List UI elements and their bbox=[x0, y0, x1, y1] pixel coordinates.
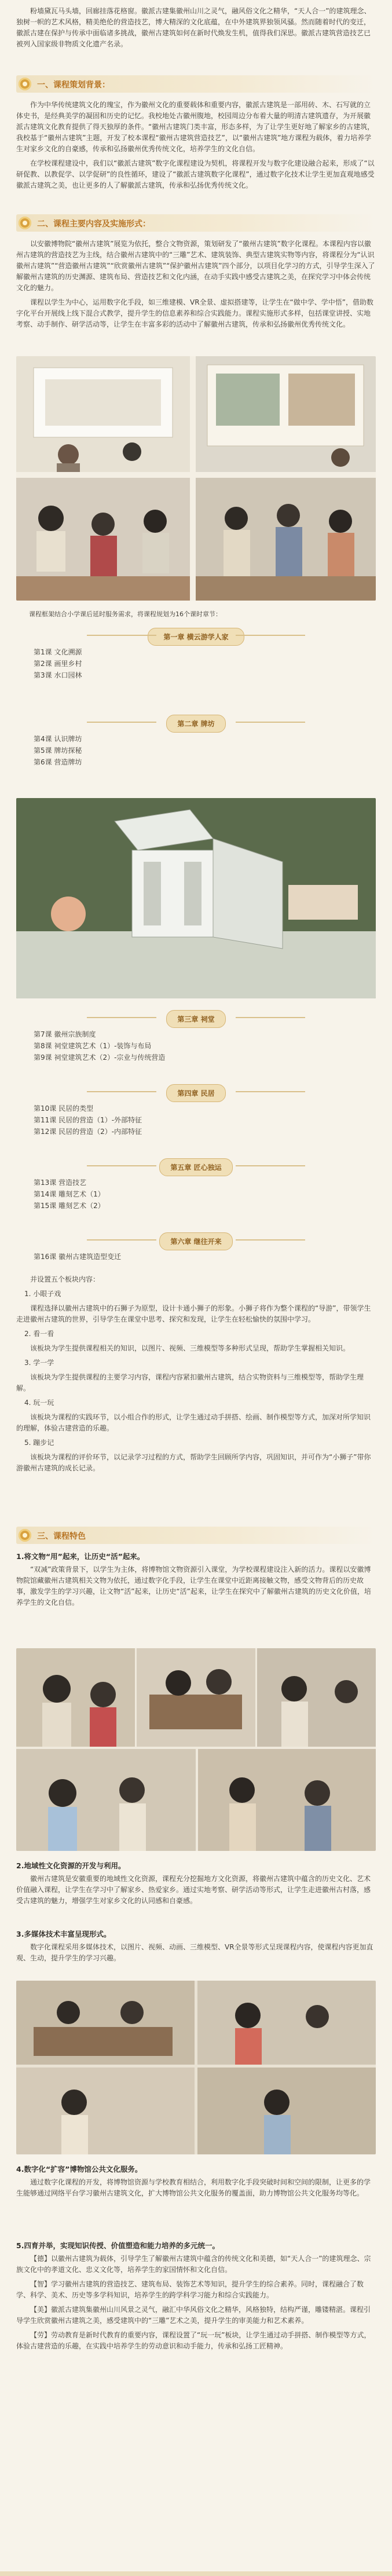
feature-head: 2.地域性文化资源的开发与利用。 bbox=[16, 1861, 126, 1870]
chapter-1-badge-row bbox=[0, 625, 392, 646]
lesson-item: 第13课 营造技艺 bbox=[34, 1179, 87, 1187]
section3-title: 三、课程特色 bbox=[37, 1532, 86, 1541]
feature-head: 3.多媒体技术丰富呈现形式。 bbox=[16, 1930, 111, 1938]
chapter-6 bbox=[0, 1230, 392, 1263]
lesson-item: 第8课 祠堂建筑艺术（1）-装饰与布局 bbox=[34, 1042, 152, 1050]
section2-paragraph-1: 以安徽博物院“徽州古建筑”展览为依托，整合文物资源，策划研发了“徽州古建筑”数字化课程。本课程内容以徽州古建筑的营造技艺为主线，结合徽州古建筑中的“三雕”艺术、建筑装饰、典型古建筑实物等内容，将课程分为“认识徽州古建筑”“营造徽州古建筑”“欣赏徽州古建筑”“保护徽州古建筑”四个部分，以项目化学习的方式，引导学生深入了解徽州古建筑的历史渊源、建筑布局、营造技艺和文化内涵，在动手实践中感受古建筑之美，在探究学习中体会传统文化的魅力。 bbox=[16, 240, 375, 292]
lesson-item: 第16课 徽州古建筑造型变迁 bbox=[34, 1253, 122, 1261]
feature-extra: 【美】徽派古建筑集徽州山川风景之灵气，融汇中华风俗文化之精华，风格独特，结构严谨，雕镂精湛。课程引导学生欣赏徽州古建筑之美，感受建筑中的“三雕”艺术之美，提升学生的审美能力和艺术素养。 bbox=[16, 2306, 371, 2325]
module-text: 该板块为学生提供课程相关的知识，以图片、视频、三维模型等多种形式呈现，帮助学生掌握相关知识。 bbox=[30, 1344, 350, 1352]
section2-body bbox=[0, 239, 392, 334]
section1-body bbox=[0, 100, 392, 195]
module-head: 4. 玩一玩 bbox=[24, 1399, 54, 1407]
modules-block bbox=[0, 1274, 392, 1477]
chapter-divider bbox=[87, 1091, 156, 1092]
lesson-item: 第6课 营造牌坊 bbox=[34, 758, 82, 766]
chapter-1 bbox=[0, 625, 392, 681]
module-head: 5. 蹦步记 bbox=[24, 1439, 54, 1447]
lesson-item: 第2课 画里乡村 bbox=[34, 660, 82, 668]
chapter-divider bbox=[87, 1239, 156, 1241]
chapter-divider bbox=[87, 1165, 156, 1166]
chapter-6-lessons bbox=[0, 1251, 392, 1263]
flower-icon bbox=[19, 1529, 31, 1542]
chapter-divider bbox=[87, 1017, 156, 1018]
section3-block-2 bbox=[0, 1860, 392, 1910]
module-text: 该板块为课程的实践环节，以小组合作的形式，让学生通过动手拼搭、绘画、制作模型等方式，加深对所学知识的理解，体验古建营造的乐趣。 bbox=[16, 1413, 371, 1432]
section2-title: 二、课程主要内容及实施形式： bbox=[37, 219, 151, 229]
feature-extra: 【劳】劳动教育是新时代教育的重要内容，课程设置了“玩一玩”板块，让学生通过动手拼搭、制作模型等方式，体验古建营造的乐趣，在实践中培养学生的劳动意识和动手能力，传承和弘扬工匠精神。 bbox=[16, 2331, 371, 2350]
chapter-3-badge-row bbox=[0, 1008, 392, 1029]
feature-extra: 【智】学习徽州古建筑的营造技艺、建筑布局、装饰艺术等知识，提升学生的综合素养。同时，课程融合了数学、科学、美术、历史等多学科知识，培养学生的跨学科学习能力和综合实践能力。 bbox=[16, 2280, 364, 2299]
chapter-2-badge-row bbox=[0, 712, 392, 733]
chapter-2-title: 第二章 牌坊 bbox=[166, 715, 225, 733]
feature-head: 4.数字化“扩容”博物馆公共文化服务。 bbox=[16, 2165, 142, 2174]
chapter-2 bbox=[0, 712, 392, 768]
classroom-photo-collage bbox=[16, 356, 376, 601]
feature-text: 数字化课程采用多媒体技术，以图片、视频、动画、三维模型、VR全景等形式呈现课程内容，使课程内容更加直观、生动，提升学生的学习兴趣。 bbox=[16, 1943, 373, 1962]
lesson-item: 第4课 认识牌坊 bbox=[34, 735, 82, 743]
section2-banner-wrap bbox=[0, 214, 392, 232]
lesson-item: 第9课 祠堂建筑艺术（2）-宗业与传统营造 bbox=[34, 1053, 166, 1062]
chapter-divider bbox=[236, 1017, 305, 1018]
lesson-item: 第7课 徽州宗族制度 bbox=[34, 1030, 96, 1038]
section1-paragraph-1: 作为中华传统建筑文化的瑰宝，作为徽州文化的重要载体和重要内容，徽派古建筑是一部用砖、木、石写就的立体史书，是经典美学的凝固和历史的记忆。我校地处古徽州腹地，校园周边分布着大量的明清古建筑遗存，为开展徽派古建筑文化教育提供了得天独厚的条件。“徽州古建筑门类丰富，形态多样，为了让学生更好地了解家乡的古建筑，我校基于“徽州古建筑”主题，开发了校本课程“徽州古建筑营造技艺”，以“徽州古建筑”地方课程为载体，着力培养学生对家乡文化的自豪感，传承和弘扬徽州优秀传统文化，培养学生的文化自信。 bbox=[16, 101, 375, 153]
chapter-5-badge-row bbox=[0, 1156, 392, 1177]
chapter-4 bbox=[0, 1082, 392, 1137]
chapter-1-lessons bbox=[0, 646, 392, 681]
section1-banner bbox=[16, 75, 376, 93]
section3-block-3 bbox=[0, 1929, 392, 1967]
modules-lead: 并设置五个板块内容： bbox=[30, 1275, 100, 1283]
chapter-3-title: 第三章 祠堂 bbox=[166, 1010, 225, 1028]
section3-banner bbox=[16, 1527, 376, 1544]
feature-text: 通过数字化课程的开发，将博物馆资源与学校教育相结合，利用数字化手段突破时间和空间的限制，让更多的学生能够通过网络平台学习徽州古建筑文化，扩大博物馆公共文化服务的覆盖面，助力博物馆公共文化服务均等化。 bbox=[16, 2178, 371, 2197]
feature-head: 1.将文物“用”起来，让历史“活”起来。 bbox=[16, 1552, 145, 1561]
chapter-3 bbox=[0, 1008, 392, 1063]
schedule-note: 课程框架结合小学课后延时服务需求，将课程规划为16个课时章节： bbox=[29, 610, 222, 618]
intro-block bbox=[0, 6, 392, 53]
lesson-item: 第5课 牌坊探秘 bbox=[34, 747, 82, 755]
module-text: 该板块为学生提供课程的主要学习内容，课程内容紧扣徽州古建筑，结合实物资料与三维模型等，帮助学生理解。 bbox=[16, 1373, 364, 1392]
chapter-5 bbox=[0, 1156, 392, 1212]
section2-paragraph-2: 课程以学生为中心，运用数字化手段，如三维建模、VR全景、虚拟搭建等，让学生在“做中学、学中悟”，借助数字化平台开展线上线下混合式教学，提升学生的信息素养和综合实践能力。课程实施形式多样，包括课堂讲授、实地考察、动手制作、研学活动等，让学生在丰富多彩的活动中了解徽州古建筑，传承和弘扬徽州优秀传统文化。 bbox=[16, 298, 373, 328]
lesson-item: 第3课 水口园林 bbox=[34, 671, 82, 679]
module-head: 3. 学一学 bbox=[24, 1359, 54, 1367]
module-head: 1. 小眼子戏 bbox=[24, 1290, 61, 1298]
chapter-3-lessons bbox=[0, 1029, 392, 1063]
schedule-note-block bbox=[0, 609, 392, 623]
lesson-item: 第12课 民居的营造（2）-内部特征 bbox=[34, 1128, 142, 1136]
lesson-item: 第11课 民居的营造（1）-外部特征 bbox=[34, 1116, 142, 1124]
chapter-5-lessons bbox=[0, 1177, 392, 1212]
workshop-photo-collage bbox=[16, 1981, 376, 2154]
chapter-5-title: 第五章 匠心独运 bbox=[159, 1158, 232, 1176]
section3-banner-wrap bbox=[0, 1527, 392, 1544]
page-footer-bar bbox=[0, 2571, 392, 2576]
feature-text: “双减”政策背景下，以学生为主体，将博物馆文物资源引入课堂，为学校课程建设注入新的活力。课程以安徽博物院馆藏徽州古建筑相关文物为依托，通过数字化手段，让学生在课堂中近距离接触文物，感受文物背后的历史故事，激发学生的学习兴趣，让文物“活”起来，让历史“活”起来，让学生在探究中了解徽州古建筑的历史文化价值，培养学生的文化自信。 bbox=[16, 1565, 371, 1607]
chapter-divider bbox=[236, 1091, 305, 1092]
module-text: 课程选择以徽州古建筑中的石狮子为原型，设计卡通小狮子的形象。小狮子将作为整个课程的“导游”，带领学生走进徽州古建筑的世界，引导学生在课堂中思考、探究和发现，让学生在轻松愉快的氛围中学习。 bbox=[16, 1304, 371, 1323]
section1-banner-wrap bbox=[0, 75, 392, 93]
chapter-divider bbox=[87, 635, 156, 636]
chapter-4-title: 第四章 民居 bbox=[166, 1084, 225, 1102]
chapter-divider bbox=[87, 722, 156, 723]
chapter-4-lessons bbox=[0, 1103, 392, 1137]
section3-block-1 bbox=[0, 1551, 392, 1612]
lesson-item: 第14课 雕刻艺术（1） bbox=[34, 1190, 105, 1198]
feature-head: 5.四育并举，实现知识传授、价值塑造和能力培养的多元统一。 bbox=[16, 2241, 219, 2250]
module-text: 该板块为课程的评价环节，以记录学习过程的方式，帮助学生回顾所学内容，巩固知识，并可作为“小狮子”带你游徽州古建筑的成长记录。 bbox=[16, 1453, 371, 1472]
lesson-item: 第10课 民居的类型 bbox=[34, 1104, 94, 1113]
section1-title: 一、课程策划背景： bbox=[37, 80, 110, 90]
chapter-6-badge-row bbox=[0, 1230, 392, 1251]
flower-icon bbox=[19, 217, 31, 229]
chapter-4-badge-row bbox=[0, 1082, 392, 1103]
feature-text: 徽州古建筑是安徽重要的地域性文化资源，课程充分挖掘地方文化资源，将徽州古建筑中蕴含的历史文化、艺术价值融入课程，让学生在学习中了解家乡、热爱家乡。通过实地考察、研学活动等形式，让学生走进徽州古村落，感受古建筑的魅力，增强学生对家乡文化的认同感和自豪感。 bbox=[16, 1875, 371, 1905]
chapter-6-title: 第六章 继往开来 bbox=[159, 1232, 232, 1250]
module-head: 2. 看一看 bbox=[24, 1330, 54, 1338]
lesson-item: 第15课 雕刻艺术（2） bbox=[34, 1202, 105, 1210]
activity-photo-collage bbox=[16, 1648, 376, 1851]
chapter-divider bbox=[236, 635, 305, 636]
paper-model-photo bbox=[16, 798, 376, 998]
chapter-divider bbox=[236, 1165, 305, 1166]
section2-banner bbox=[16, 214, 376, 232]
chapter-divider bbox=[236, 1239, 305, 1241]
intro-text: 粉墙黛瓦马头墙，回廊挂落花格窗。徽派古建集徽州山川之灵气，融风俗文化之精华，“天人合一”的建筑理念、独树一帜的艺术风格，精美绝伦的营造技艺，博大精深的文化底蕴，在中外建筑界独领风骚。然而随着时代的变迁，徽派古建在保护与传承中面临诸多挑战，徽州古建筑如何在新时代焕发生机，值得我们深思。徽派古建筑营造技艺已被列入国家级非物质文化遗产名录。 bbox=[16, 7, 371, 48]
section1-paragraph-2: 在学校课程建设中，我们以“徽派古建筑”数字化课程建设为契机，将课程开发与数字化建设融合起来，形成了“以研促教、以教促学、以学促研”的良性循环，建设了“徽派古建筑数字化课程”，通过数字化技术让学生更加直观地感受徽派古建筑之美，也让更多的人了解徽派古建筑，传承和弘扬优秀传统文化。 bbox=[16, 159, 375, 189]
lesson-item: 第1课 文化溯源 bbox=[34, 648, 82, 656]
flower-icon bbox=[19, 78, 31, 90]
section3-block-5 bbox=[0, 2240, 392, 2355]
chapter-2-lessons bbox=[0, 733, 392, 768]
section3-block-4 bbox=[0, 2164, 392, 2202]
chapter-1-title: 第一章 横云游学人家 bbox=[148, 628, 244, 646]
chapter-divider bbox=[236, 722, 305, 723]
feature-text: 【德】以徽州古建筑为载体，引导学生了解徽州古建筑中蕴含的传统文化和美德，如“天人合一”的建筑理念、宗族文化中的孝道文化、忠义文化等，培养学生的家国情怀和文化自信。 bbox=[16, 2255, 371, 2274]
